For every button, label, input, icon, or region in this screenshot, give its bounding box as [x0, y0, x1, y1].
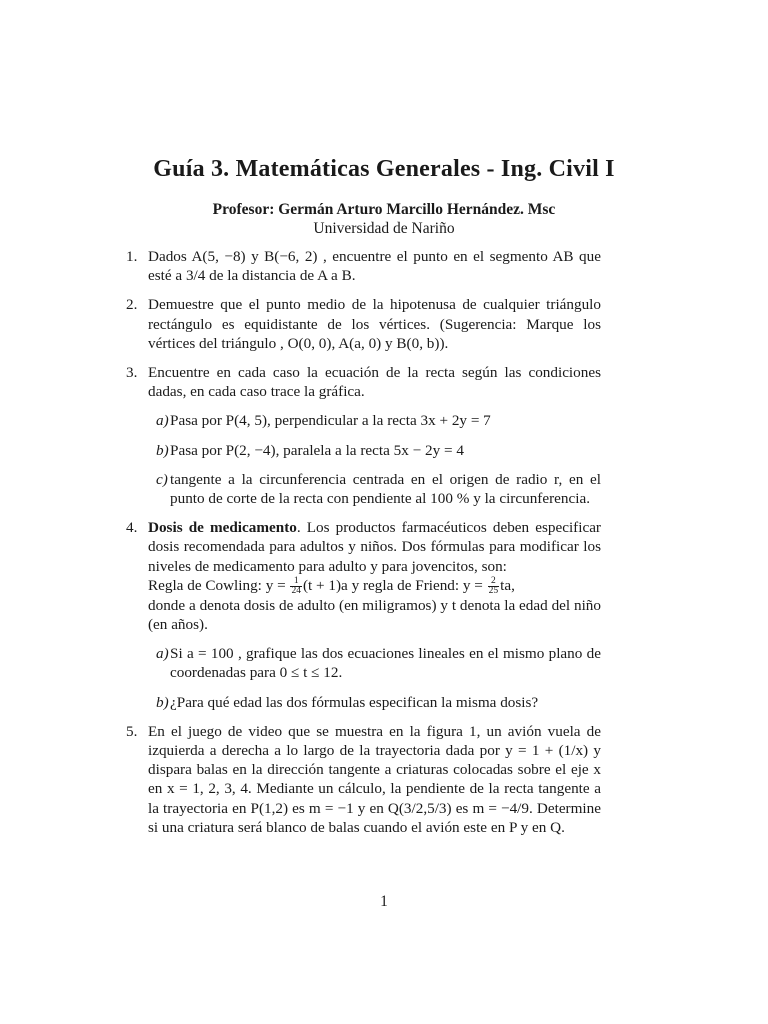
problem-number: 3. — [126, 364, 138, 382]
problem-number: 1. — [126, 248, 138, 265]
subitem-b — [148, 441, 601, 460]
problem-number: 5. — [126, 722, 138, 740]
cowling-label: Regla de Cowling: y = — [148, 576, 286, 594]
problem-1 — [126, 247, 601, 285]
problem-text: Demuestre que el punto medio de la hipotenusa de cualquier triángulo rectángulo es equidistante de los vértices. (Sugerencia: Marque los vértices del triángulo , O(0, 0), A(a, 0) y B(0, b)). — [148, 296, 601, 352]
problem-5 — [126, 722, 601, 837]
subitem-text: ¿Para qué edad las dos fórmulas especifican la misma dosis? — [170, 693, 539, 711]
problem-text-continued: donde a denota dosis de adulto (en miligramos) y t denota la edad del niño (en años). — [148, 596, 601, 634]
cowling-fraction — [290, 577, 302, 596]
fraction-denominator: 24 — [291, 585, 301, 596]
subitem-b — [148, 693, 601, 712]
problem-3 — [126, 363, 601, 508]
subitem-label: c) — [156, 470, 168, 488]
subitem-text: Pasa por P(4, 5), perpendicular a la recta 3x + 2y = 7 — [170, 412, 491, 430]
cowling-rest: (t + 1)a y regla de Friend: y = — [302, 576, 483, 594]
problem-list — [126, 247, 601, 847]
affiliation: Universidad de Nariño — [313, 220, 455, 237]
subitem-a — [148, 411, 601, 430]
document-title: Guía 3. Matemáticas Generales - Ing. Civil I — [153, 156, 615, 182]
problem-text: Encuentre en cada caso la ecuación de la recta según las condiciones dadas, en cada caso trace la gráfica. — [148, 364, 601, 401]
subitem-text: Si a = 100 , grafique las dos ecuaciones lineales en el mismo plano de coordenadas para 0 ≤ t ≤ 12. — [170, 645, 601, 682]
problem-text: . Los productos farmacéuticos deben especificar dosis recomendada para adultos y niños. Dos fórmulas para modificar los niveles de medicamento para adulto y para jovencitos, son: — [148, 519, 601, 575]
problem-text: En el juego de video que se muestra en la figura 1, un avión vuela de izquierda a derecha a lo largo de la trayectoria dada por y = 1 + (1/x) y dispara balas en la dirección tangente a criaturas colocadas sobre el eje x en x = 1, 2, 3, 4. Mediante un cálculo, la pendiente de la recta tangente a la trayectoria en P(1,2) es m = −1 y en Q(3/2,5/3) es m = −4/9. Determine si una criatura será blanco de balas cuando el avión este en P y en Q. — [148, 722, 601, 836]
subitem-a — [148, 644, 601, 682]
subitem-c — [148, 470, 601, 508]
author-line: Profesor: Germán Arturo Marcillo Hernández. Msc — [212, 201, 556, 218]
problem-number: 2. — [126, 296, 138, 314]
problem-4 — [126, 518, 601, 712]
page-number: 1 — [380, 893, 388, 910]
problem-heading: Dosis de medicamento — [148, 519, 297, 537]
formula-line — [148, 576, 601, 596]
problem-2 — [126, 295, 601, 353]
fraction-numerator: 2 — [488, 577, 500, 587]
subitem-text: tangente a la circunferencia centrada en el origen de radio r, en el punto de corte de la recta con pendiente al 100 % y la circunferencia. — [170, 470, 601, 508]
problem-text: Dados A(5, −8) y B(−6, 2) , encuentre el punto en el segmento AB que esté a 3/4 de la distancia de A a B. — [148, 248, 601, 285]
subitem-text: Pasa por P(2, −4), paralela a la recta 5x − 2y = 4 — [170, 441, 464, 459]
fraction-denominator: 25 — [488, 585, 499, 596]
problem-number: 4. — [126, 519, 138, 537]
subitem-label: b) — [156, 441, 169, 459]
friend-rest: ta, — [500, 576, 515, 594]
subitem-label: a) — [156, 412, 169, 430]
friend-fraction — [488, 577, 500, 596]
subitem-label: b) — [156, 693, 169, 711]
fraction-numerator: 1 — [290, 577, 302, 587]
subitem-label: a) — [156, 645, 169, 663]
